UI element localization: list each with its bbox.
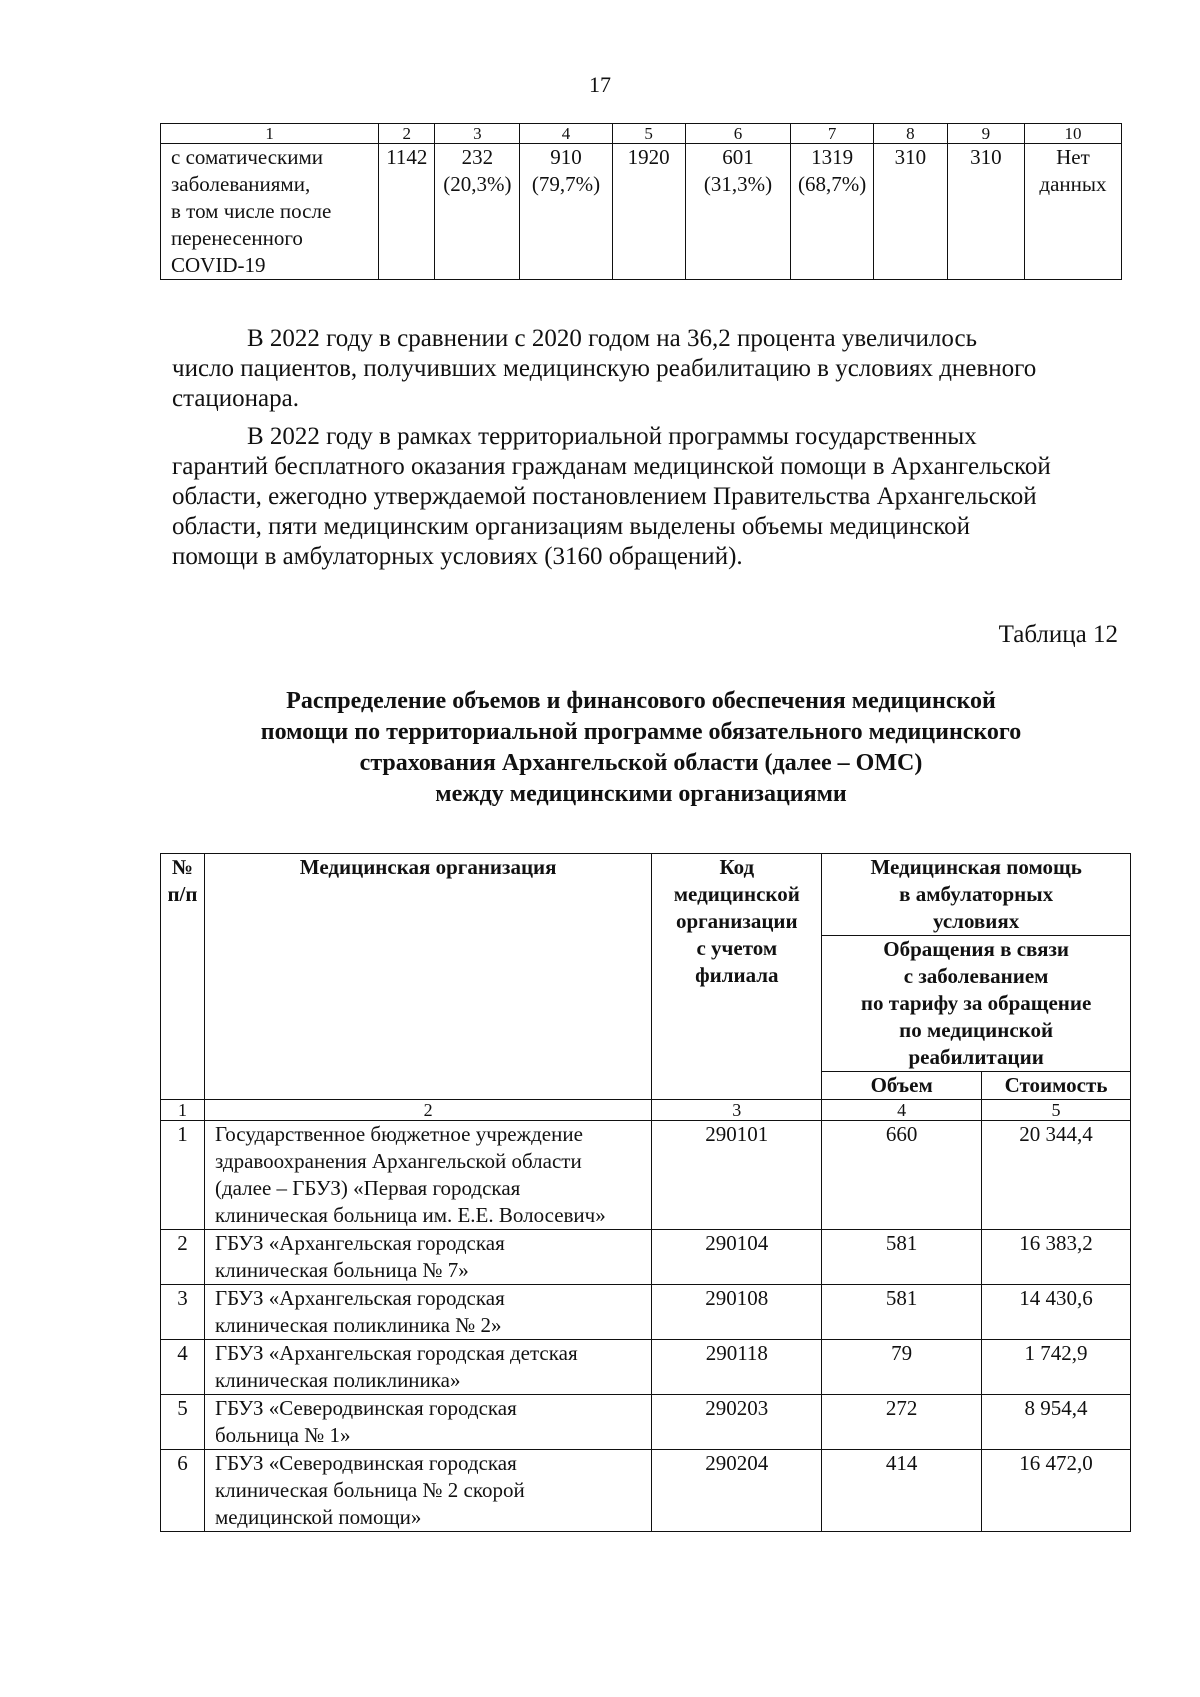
cell-line: (20,3%) xyxy=(443,172,512,196)
volume-value: 581 xyxy=(822,1230,982,1285)
table-title xyxy=(160,686,1122,810)
volume-value: 414 xyxy=(822,1450,982,1532)
row-label-line: COVID-19 xyxy=(171,253,266,277)
table-row xyxy=(161,1340,1131,1395)
organization-name xyxy=(204,1395,651,1450)
table-row xyxy=(161,1395,1131,1450)
column-number: 4 xyxy=(520,124,613,144)
row-number: 1 xyxy=(161,1121,205,1230)
cell-line: 1319 xyxy=(811,145,854,169)
column-number: 9 xyxy=(947,124,1024,144)
organization-code: 290118 xyxy=(652,1340,822,1395)
header-line: с заболеванием xyxy=(903,964,1049,988)
organization-code: 290101 xyxy=(652,1121,822,1230)
cost-value: 16 383,2 xyxy=(982,1230,1131,1285)
page-number: 17 xyxy=(589,72,611,97)
column-number: 1 xyxy=(161,1100,205,1121)
row-number: 5 xyxy=(161,1395,205,1450)
cell-value: 310 xyxy=(947,144,1024,280)
header-line: реабилитации xyxy=(908,1045,1044,1069)
header-organization: Медицинская организация xyxy=(204,854,651,1100)
cell-line: (79,7%) xyxy=(531,172,601,196)
organization-name xyxy=(204,1450,651,1532)
organization-code: 290204 xyxy=(652,1450,822,1532)
organization-line: ГБУЗ «Архангельская городская xyxy=(214,1286,505,1310)
title-line: страхования Архангельской области (далее – ОМС) xyxy=(359,750,923,776)
header-line: п/п xyxy=(167,882,198,906)
volume-value: 79 xyxy=(822,1340,982,1395)
table-header-row xyxy=(161,854,1131,936)
cell-value xyxy=(435,144,520,280)
header-group xyxy=(822,854,1131,936)
header-line: № xyxy=(171,855,194,879)
column-number: 7 xyxy=(791,124,874,144)
header-line: Код xyxy=(719,855,755,879)
paragraph-line: стационара. xyxy=(172,385,300,412)
paragraph xyxy=(172,324,1118,414)
organization-line: клиническая поликлиника № 2» xyxy=(214,1313,502,1337)
cell-value: 310 xyxy=(873,144,947,280)
organization-name xyxy=(204,1121,651,1230)
cost-value: 14 430,6 xyxy=(982,1285,1131,1340)
paragraph xyxy=(172,422,1118,572)
header-cost: Стоимость xyxy=(982,1072,1131,1100)
table-row xyxy=(161,144,1122,280)
header-num xyxy=(161,854,205,1100)
header-line: с учетом xyxy=(696,936,778,960)
organization-line: клиническая поликлиника» xyxy=(214,1368,461,1392)
organization-name xyxy=(204,1230,651,1285)
paragraph-line: помощи в амбулаторных условиях (3160 обращений). xyxy=(172,543,743,570)
organization-line: ГБУЗ «Северодвинская городская xyxy=(214,1451,517,1475)
cell-value: 1920 xyxy=(612,144,685,280)
row-number: 4 xyxy=(161,1340,205,1395)
header-line: по медицинской xyxy=(899,1018,1054,1042)
cell-line: 601 xyxy=(722,145,754,169)
cost-value: 1 742,9 xyxy=(982,1340,1131,1395)
organization-name xyxy=(204,1340,651,1395)
cost-value: 20 344,4 xyxy=(982,1121,1131,1230)
cell-value xyxy=(791,144,874,280)
header-line: филиала xyxy=(695,963,779,987)
row-label-line: с соматическими xyxy=(171,145,324,169)
column-number: 1 xyxy=(161,124,379,144)
continuation-table xyxy=(160,123,1122,280)
column-number: 2 xyxy=(204,1100,651,1121)
column-number: 5 xyxy=(612,124,685,144)
cell-line: 910 xyxy=(550,145,582,169)
volume-value: 581 xyxy=(822,1285,982,1340)
row-number: 2 xyxy=(161,1230,205,1285)
table-row xyxy=(161,1450,1131,1532)
row-label-line: в том числе после xyxy=(171,199,332,223)
cost-value: 8 954,4 xyxy=(982,1395,1131,1450)
organization-line: ГБУЗ «Архангельская городская детская xyxy=(214,1341,578,1365)
cell-line: (68,7%) xyxy=(798,172,867,196)
table-row xyxy=(161,1230,1131,1285)
volume-value: 272 xyxy=(822,1395,982,1450)
cell-value: 1142 xyxy=(379,144,435,280)
header-line: в амбулаторных xyxy=(899,882,1054,906)
header-line: Медицинская помощь xyxy=(870,855,1082,879)
cell-value xyxy=(685,144,791,280)
row-number: 6 xyxy=(161,1450,205,1532)
organization-line: клиническая больница № 2 скорой xyxy=(214,1478,525,1502)
row-label-line: перенесенного xyxy=(171,226,303,250)
volume-value: 660 xyxy=(822,1121,982,1230)
header-volume: Объем xyxy=(822,1072,982,1100)
column-number: 10 xyxy=(1024,124,1121,144)
header-line: Обращения в связи xyxy=(883,937,1069,961)
header-subgroup xyxy=(822,936,1131,1072)
paragraph-line: число пациентов, получивших медицинскую реабилитацию в условиях дневного xyxy=(172,355,1037,382)
organization-code: 290104 xyxy=(652,1230,822,1285)
title-line: между медицинскими организациями xyxy=(435,781,847,807)
title-line: Распределение объемов и финансового обеспечения медицинской xyxy=(286,688,996,714)
column-number: 4 xyxy=(822,1100,982,1121)
distribution-table xyxy=(160,853,1131,1532)
organization-line: клиническая больница им. Е.Е. Волосевич» xyxy=(214,1203,606,1227)
organization-code: 290203 xyxy=(652,1395,822,1450)
paragraph-line: В 2022 году в рамках территориальной программы государственных xyxy=(247,423,977,450)
paragraph-line: области, ежегодно утверждаемой постановлением Правительства Архангельской xyxy=(172,483,1037,510)
row-number: 3 xyxy=(161,1285,205,1340)
column-number: 3 xyxy=(652,1100,822,1121)
cell-line: (31,3%) xyxy=(703,172,773,196)
title-line: помощи по территориальной программе обязательного медицинского xyxy=(260,719,1022,745)
organization-line: ГБУЗ «Северодвинская городская xyxy=(214,1396,517,1420)
cell-line: данных xyxy=(1039,172,1107,196)
table-header-row xyxy=(161,124,1122,144)
table-row xyxy=(161,1121,1131,1230)
cell-line: Нет xyxy=(1056,145,1090,169)
cell-value xyxy=(520,144,613,280)
table-caption: Таблица 12 xyxy=(998,621,1118,648)
organization-code: 290108 xyxy=(652,1285,822,1340)
header-line: условиях xyxy=(933,909,1020,933)
row-label-line: заболеваниями, xyxy=(171,172,311,196)
row-label xyxy=(161,144,379,280)
column-number: 8 xyxy=(873,124,947,144)
column-number: 5 xyxy=(982,1100,1131,1121)
header-line: организации xyxy=(675,909,798,933)
table-row xyxy=(161,1285,1131,1340)
header-line: по тарифу за обращение xyxy=(860,991,1092,1015)
paragraph-line: области, пяти медицинским организациям выделены объемы медицинской xyxy=(172,513,970,540)
column-number-row xyxy=(161,1100,1131,1121)
cost-value: 16 472,0 xyxy=(982,1450,1131,1532)
paragraph-line: В 2022 году в сравнении с 2020 годом на 36,2 процента увеличилось xyxy=(247,325,977,352)
paragraph-line: гарантий бесплатного оказания гражданам медицинской помощи в Архангельской xyxy=(172,453,1051,480)
organization-line: здравоохранения Архангельской области xyxy=(214,1149,582,1173)
organization-line: Государственное бюджетное учреждение xyxy=(214,1122,583,1146)
column-number: 6 xyxy=(685,124,791,144)
cell-line: 232 xyxy=(461,145,494,169)
organization-line: (далее – ГБУЗ) «Первая городская xyxy=(214,1176,521,1200)
organization-name xyxy=(204,1285,651,1340)
header-code xyxy=(652,854,822,1100)
header-line: медицинской xyxy=(673,882,800,906)
cell-value xyxy=(1024,144,1121,280)
organization-line: ГБУЗ «Архангельская городская xyxy=(214,1231,505,1255)
column-number: 3 xyxy=(435,124,520,144)
column-number: 2 xyxy=(379,124,435,144)
organization-line: клиническая больница № 7» xyxy=(214,1258,469,1282)
organization-line: больница № 1» xyxy=(214,1423,351,1447)
organization-line: медицинской помощи» xyxy=(214,1505,422,1529)
